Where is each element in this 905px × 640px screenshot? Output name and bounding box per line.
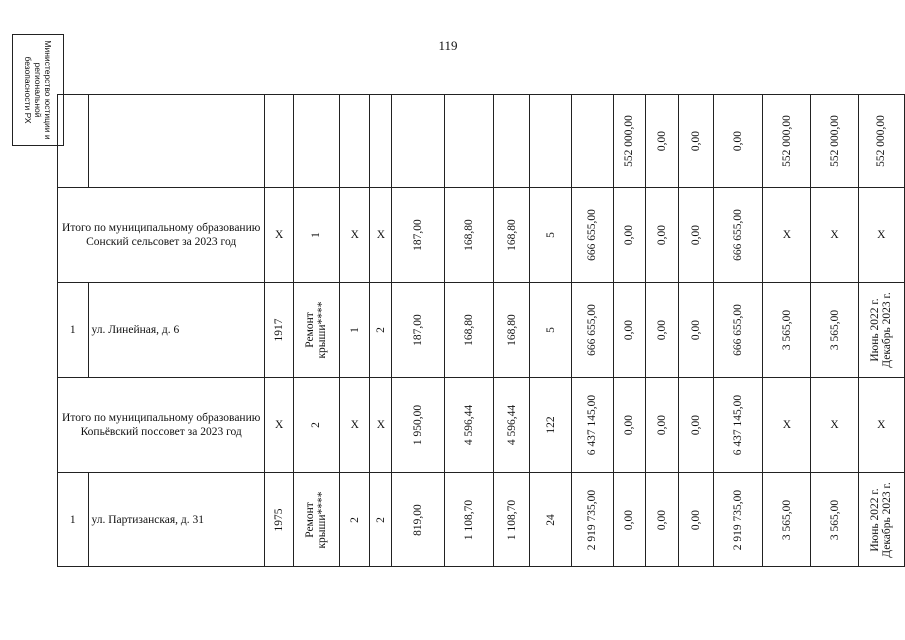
table-row-summary — [58, 188, 905, 283]
cell: 552 000,00 — [811, 95, 858, 188]
page-number: 119 — [438, 38, 458, 53]
cell: X — [265, 378, 294, 473]
cell: 5 — [530, 188, 572, 283]
cell: 0,00 — [613, 378, 645, 473]
cell: 6 437 145,00 — [714, 378, 763, 473]
table-row-item — [58, 473, 905, 567]
cell: Ремонт крыши**** — [293, 473, 339, 567]
cell: 0,00 — [645, 283, 678, 378]
cell — [445, 95, 494, 188]
cell: 0,00 — [645, 378, 678, 473]
cell: Июнь 2022 г. Декабрь 2023 г. — [858, 283, 904, 378]
cell: 0,00 — [613, 283, 645, 378]
cell — [530, 95, 572, 188]
cell: X — [763, 188, 811, 283]
cell: 24 — [530, 473, 572, 567]
cell: 2 — [370, 473, 392, 567]
cell: 0,00 — [645, 95, 678, 188]
cell: X — [339, 188, 370, 283]
cell: 187,00 — [392, 283, 445, 378]
cell-num: 1 — [58, 473, 89, 567]
cell: 0,00 — [679, 378, 714, 473]
cell: 4 596,44 — [494, 378, 530, 473]
cell: X — [370, 378, 392, 473]
data-table — [57, 94, 905, 567]
cell: 0,00 — [679, 473, 714, 567]
cell: 0,00 — [679, 283, 714, 378]
cell — [392, 95, 445, 188]
cell: X — [858, 378, 904, 473]
cell-address — [88, 95, 265, 188]
cell — [370, 95, 392, 188]
cell: 0,00 — [645, 188, 678, 283]
cell: 187,00 — [392, 188, 445, 283]
cell: 1 — [339, 283, 370, 378]
table-row-summary — [58, 378, 905, 473]
cell: 819,00 — [392, 473, 445, 567]
cell: X — [265, 188, 294, 283]
stamp-text: Министерство юстиции и региональной безопасности РХ — [23, 40, 53, 140]
cell: 666 655,00 — [714, 283, 763, 378]
cell: 552 000,00 — [613, 95, 645, 188]
cell-num — [58, 95, 89, 188]
cell: 2 — [293, 378, 339, 473]
cell: 168,80 — [494, 283, 530, 378]
summary-label: Итого по муниципальному образованию Сонский сельсовет за 2023 год — [58, 188, 265, 283]
cell: 3 565,00 — [763, 283, 811, 378]
cell: 552 000,00 — [763, 95, 811, 188]
table-row-item — [58, 283, 905, 378]
cell: 0,00 — [679, 188, 714, 283]
cell: X — [763, 378, 811, 473]
table-row-continuation — [58, 95, 905, 188]
cell: 3 565,00 — [811, 473, 858, 567]
cell: 4 596,44 — [445, 378, 494, 473]
cell: X — [858, 188, 904, 283]
cell: 666 655,00 — [714, 188, 763, 283]
cell: 0,00 — [714, 95, 763, 188]
cell: 3 565,00 — [811, 283, 858, 378]
cell: 5 — [530, 283, 572, 378]
cell: 666 655,00 — [572, 188, 613, 283]
cell: Июнь 2022 г. Декабрь 2023 г. — [858, 473, 904, 567]
cell: 6 437 145,00 — [572, 378, 613, 473]
cell: 0,00 — [679, 95, 714, 188]
cell: 2 — [339, 473, 370, 567]
cell: 552 000,00 — [858, 95, 904, 188]
summary-label: Итого по муниципальному образованию Копьёвский поссовет за 2023 год — [58, 378, 265, 473]
cell: 2 919 735,00 — [572, 473, 613, 567]
cell: 168,80 — [445, 188, 494, 283]
cell: 168,80 — [494, 188, 530, 283]
cell: X — [811, 378, 858, 473]
cell: 122 — [530, 378, 572, 473]
cell: 1 950,00 — [392, 378, 445, 473]
cell: 2 — [370, 283, 392, 378]
cell: 0,00 — [613, 473, 645, 567]
cell: X — [339, 378, 370, 473]
cell: X — [370, 188, 392, 283]
cell: 1 108,70 — [494, 473, 530, 567]
cell — [572, 95, 613, 188]
cell: 1 108,70 — [445, 473, 494, 567]
cell: 1975 — [265, 473, 294, 567]
cell-address: ул. Партизанская, д. 31 — [88, 473, 265, 567]
cell: 666 655,00 — [572, 283, 613, 378]
cell: 3 565,00 — [763, 473, 811, 567]
cell: X — [811, 188, 858, 283]
cell: 1917 — [265, 283, 294, 378]
cell-address: ул. Линейная, д. 6 — [88, 283, 265, 378]
cell: 0,00 — [613, 188, 645, 283]
cell: 168,80 — [445, 283, 494, 378]
cell: 0,00 — [645, 473, 678, 567]
cell — [494, 95, 530, 188]
cell — [339, 95, 370, 188]
cell — [293, 95, 339, 188]
cell: 1 — [293, 188, 339, 283]
cell: 2 919 735,00 — [714, 473, 763, 567]
cell — [265, 95, 294, 188]
cell-num: 1 — [58, 283, 89, 378]
cell: Ремонт крыши**** — [293, 283, 339, 378]
